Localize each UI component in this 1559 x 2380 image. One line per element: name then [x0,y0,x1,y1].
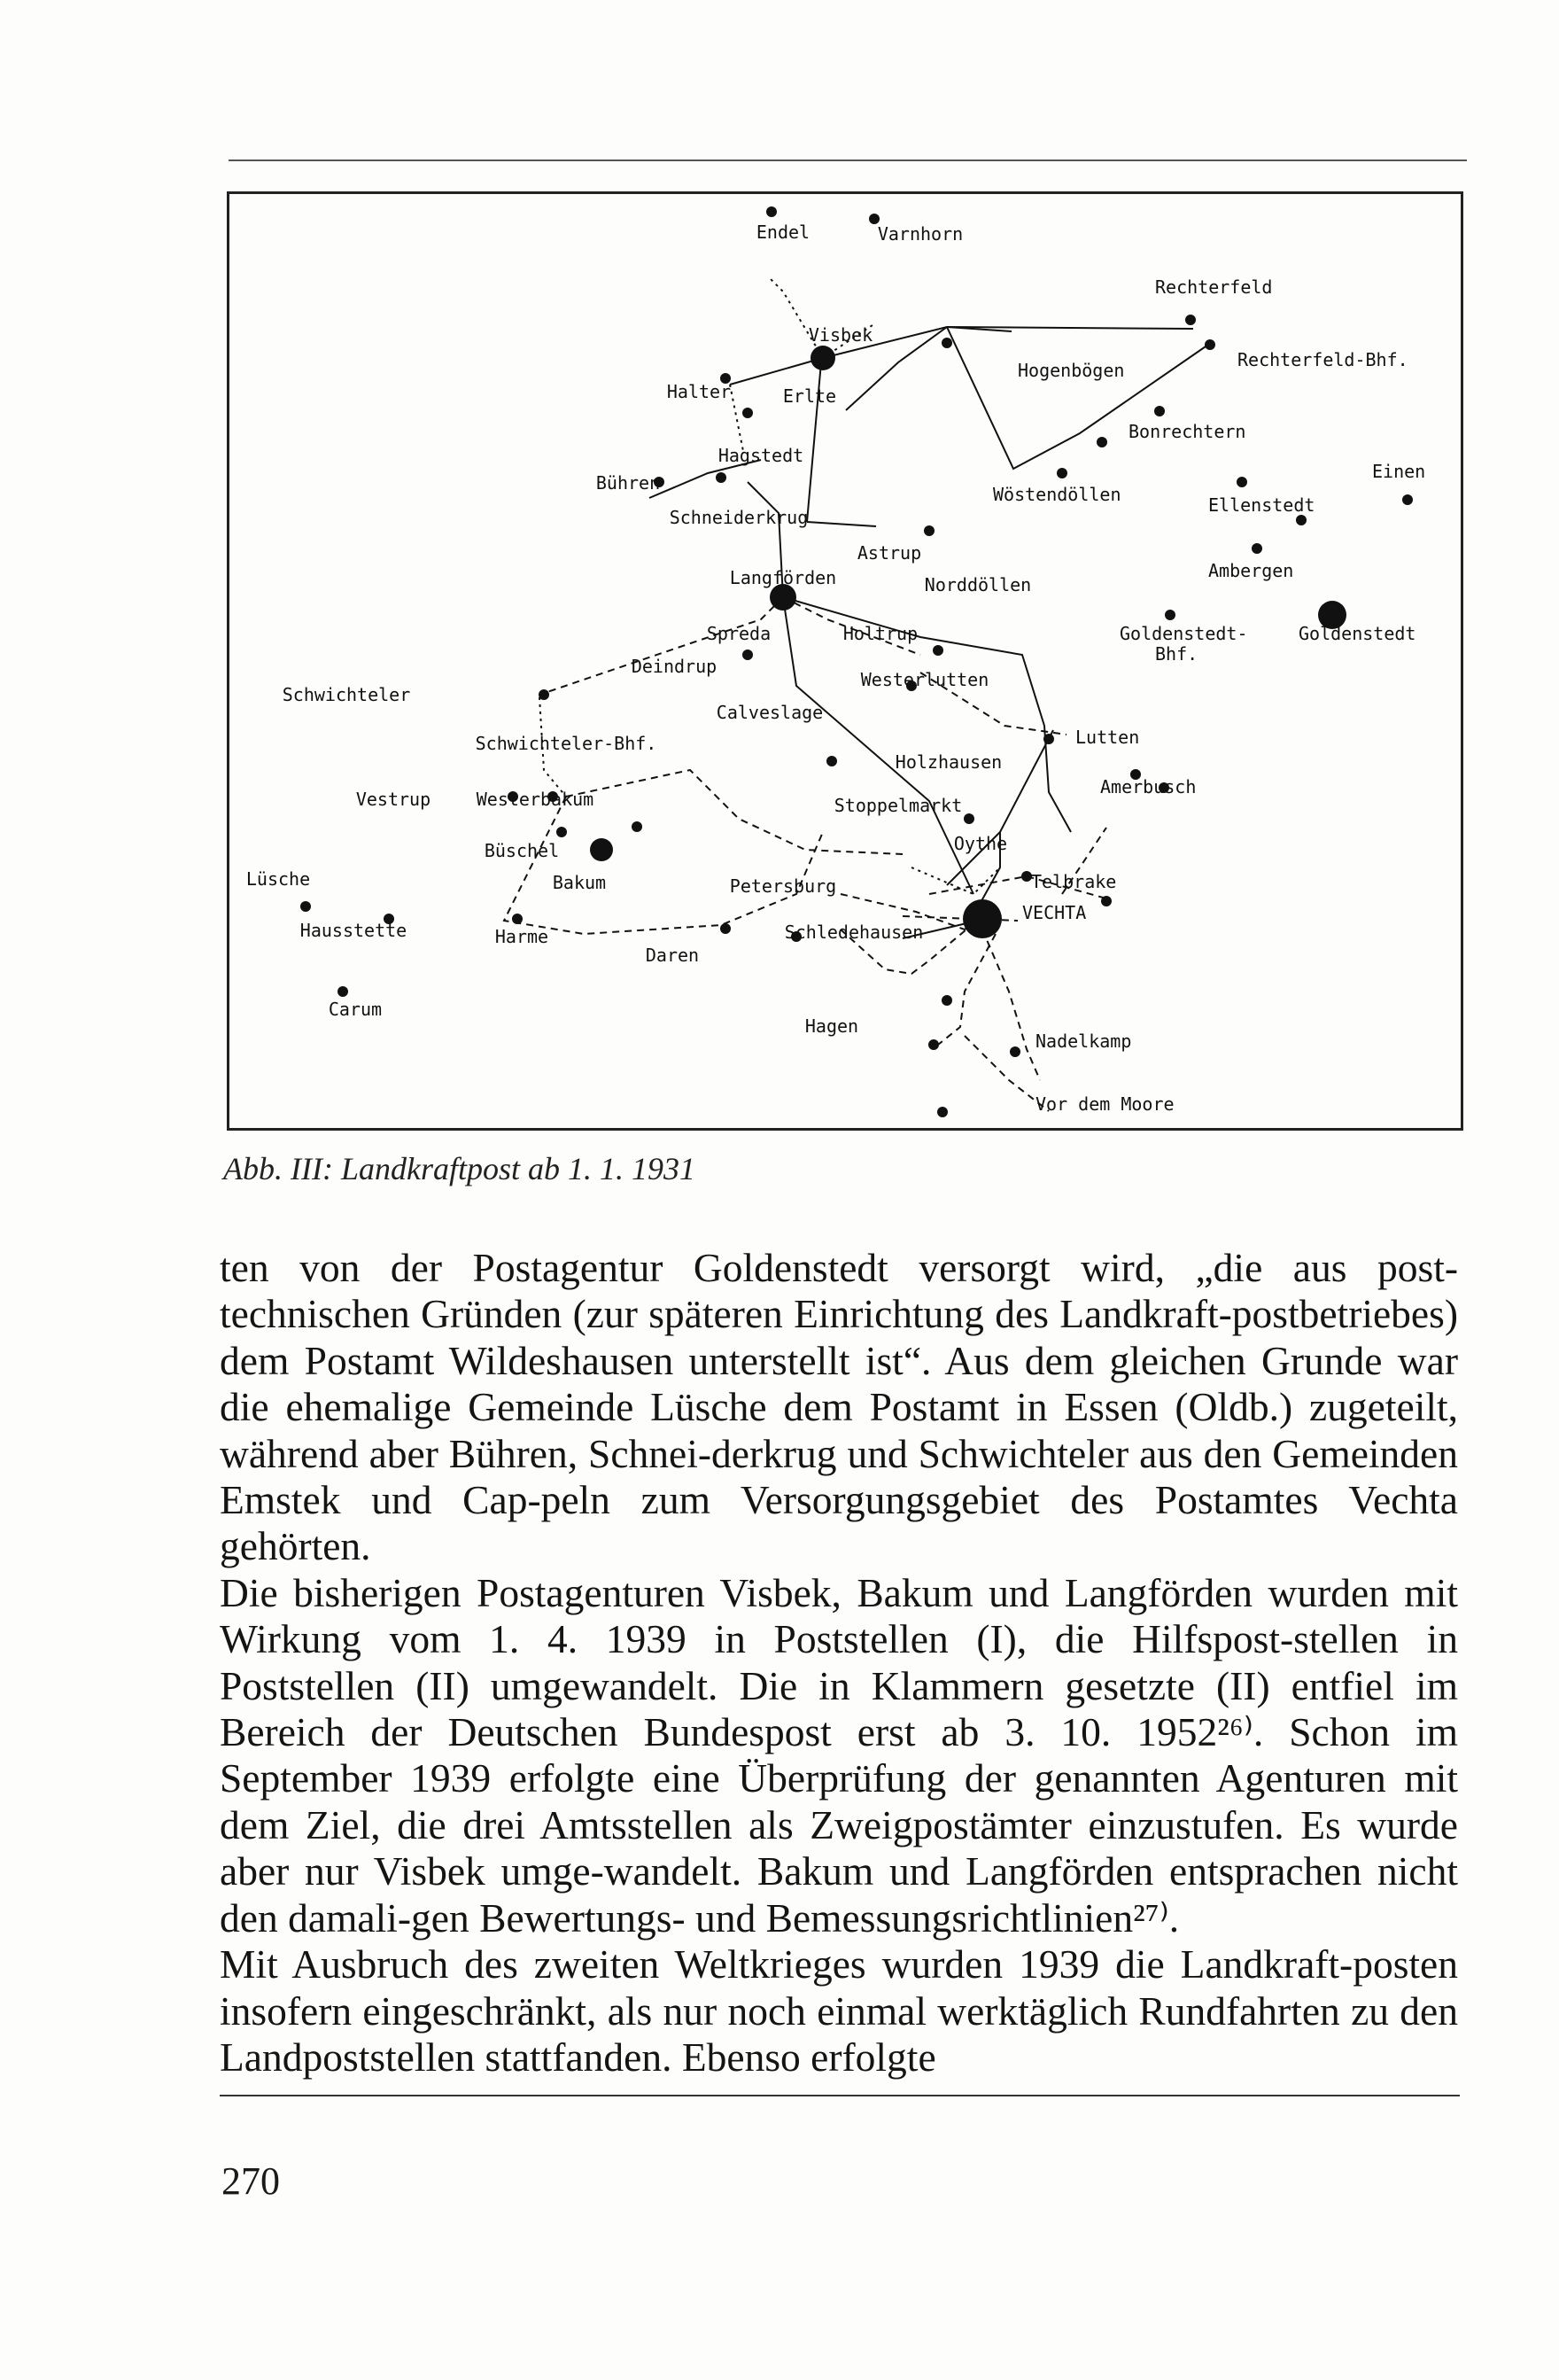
place-marker [1205,339,1215,350]
town-marker-bueschel [590,838,613,861]
place-label: Vor dem Moore [1035,1093,1175,1115]
place-label: Halter [666,381,732,402]
place-marker [942,995,952,1006]
place-label: Rechterfeld [1155,276,1273,298]
figure-caption: Abb. III: Landkraftpost ab 1. 1. 1931 [223,1151,695,1186]
place-marker [539,689,549,700]
place-marker [1043,734,1054,744]
paragraph: Die bisherigen Postagenturen Visbek, Bakum und Langförden wurden mit Wirkung vom 1. 4. 1939 in Poststellen (I), die Hilfspost-stellen in Poststellen (II) umgewandelt. Die in Klammern gesetzte (II) entfiel im Bereich der Deutschen Bundespost erst ab 3. 10. 1952²⁶⁾. Schon im September 1939 erfolgte eine Überprüfung der genannten Agenturen mit dem Ziel, die drei Amtsstellen als Zweigpostämter einzustufen. Es wurde aber nur Visbek umge-wandelt. Bakum und Langförden entsprachen nicht den damali-gen Bewertungs- und Bemessungsrichtlinien²⁷⁾. [220,1569,1458,1941]
route-line [982,929,1040,1080]
place-label: Amerbusch [1100,776,1197,797]
place-marker [1165,610,1175,620]
place-label: Endel [756,222,811,243]
place-marker [742,408,753,418]
place-label: Astrup [857,542,922,564]
place-marker [964,813,974,824]
place-label: Schneiderkrug [669,507,809,528]
map-figure [227,191,1463,1131]
place-label: Bhf. [1155,643,1198,665]
place-label: Telbrake [1031,871,1117,892]
place-label: Langförden [729,567,837,588]
place-label: Calveslage [716,702,824,723]
place-marker [933,645,943,656]
place-label: Holtrup [842,623,919,644]
place-marker [742,649,753,660]
place-label: Schledehausen [784,922,924,943]
place-marker [1101,896,1112,906]
place-marker [1097,437,1107,447]
town-marker-vechta [963,899,1002,938]
place-label: Büschel [484,840,560,861]
route-line [539,597,783,695]
place-marker [937,1107,948,1117]
paragraph: Mit Ausbruch des zweiten Weltkrieges wurden 1939 die Landkraft-posten insofern eingeschränkt, als nur noch einmal werktäglich Rundfahrten zu den Landpoststellen stattfanden. Ebenso erfolgte [220,1941,1458,2080]
place-label: Erlte [782,385,837,407]
place-marker [720,923,731,934]
place-label: Westerlutten [860,669,989,690]
place-label: Bakum [552,872,607,893]
place-marker [766,206,777,217]
place-label: Oythe [953,833,1008,854]
route-line [730,358,823,385]
route-line [770,278,823,358]
place-label: Deindrup [631,656,717,677]
footer-rule [220,2095,1460,2096]
place-label: Stoppelmarkt [834,795,963,816]
place-label: Bonrechtern [1129,421,1246,442]
place-label: Hagstedt [717,445,804,466]
town-marker-visbek [811,346,835,370]
place-marker [826,756,837,766]
place-label: Goldenstedt [1299,623,1416,644]
place-label: Rechterfeld-Bhf. [1237,349,1408,370]
place-label: Spreda [706,623,772,644]
body-text [220,1245,1458,2081]
place-label: Goldenstedt- [1120,623,1248,644]
place-label: Vestrup [355,789,431,810]
route-line [730,385,743,451]
route-line [807,522,876,526]
header-rule [229,159,1467,161]
place-marker [1010,1046,1020,1057]
place-marker [632,821,642,832]
route-map [229,194,1461,1128]
place-marker [942,338,952,348]
place-label: Ellenstedt [1208,494,1315,516]
place-label: Visbek [808,324,873,346]
paragraph: ten von der Postagentur Goldenstedt versorgt wird, „die aus post-technischen Gründen (zur späteren Einrichtung des Landkraft-postbetriebes) dem Postamt Wildeshausen unterstellt ist“. Aus dem gleichen Grunde war die ehemalige Gemeinde Lüsche dem Postamt in Essen (Oldb.) zugeteilt, während aber Bühren, Schnei-derkrug und Schwichteler aus den Gemeinden Emstek und Cap-peln zum Versorgungsgebiet des Postamtes Vechta gehörten. [220,1245,1458,1569]
route-line [947,327,1193,329]
place-label: Carum [328,999,383,1020]
place-marker [1154,406,1165,416]
place-label: Hagen [804,1015,859,1037]
page-number: 270 [221,2159,280,2203]
place-marker [1057,468,1067,478]
place-label: VECHTA [1022,902,1087,923]
place-label: Lüsche [245,868,311,890]
place-label: Lutten [1075,727,1140,748]
place-label: Einen [1372,461,1426,482]
place-marker [1252,543,1262,554]
place-marker [924,525,935,536]
place-label: Petersburg [729,875,837,897]
place-label: Varnhorn [877,223,964,245]
place-label: Holzhausen [895,751,1003,773]
place-marker [1237,477,1247,487]
place-label: Nadelkamp [1035,1031,1132,1052]
route-line [947,327,1208,469]
place-marker [1296,515,1307,525]
place-marker [512,914,523,924]
place-marker [1402,494,1413,505]
place-label: Westerbakum [476,789,594,810]
place-label: Daren [645,945,700,966]
place-marker [300,901,311,912]
place-marker [1185,315,1196,325]
place-marker [337,986,348,997]
route-line [938,934,996,1045]
place-label: Hausstette [299,920,407,941]
place-label: Schwichteler [282,684,411,705]
place-marker [556,827,567,837]
place-label: Norddöllen [924,574,1032,595]
place-label: Ambergen [1208,560,1294,581]
place-marker [928,1039,939,1050]
route-line [504,797,823,934]
place-label: Wöstendöllen [993,484,1121,505]
place-label: Bühren [595,472,661,494]
place-label: Hogenbögen [1018,360,1125,381]
place-label: Schwichteler-Bhf. [475,733,657,754]
place-label: Harme [494,926,549,947]
place-marker [716,472,726,483]
